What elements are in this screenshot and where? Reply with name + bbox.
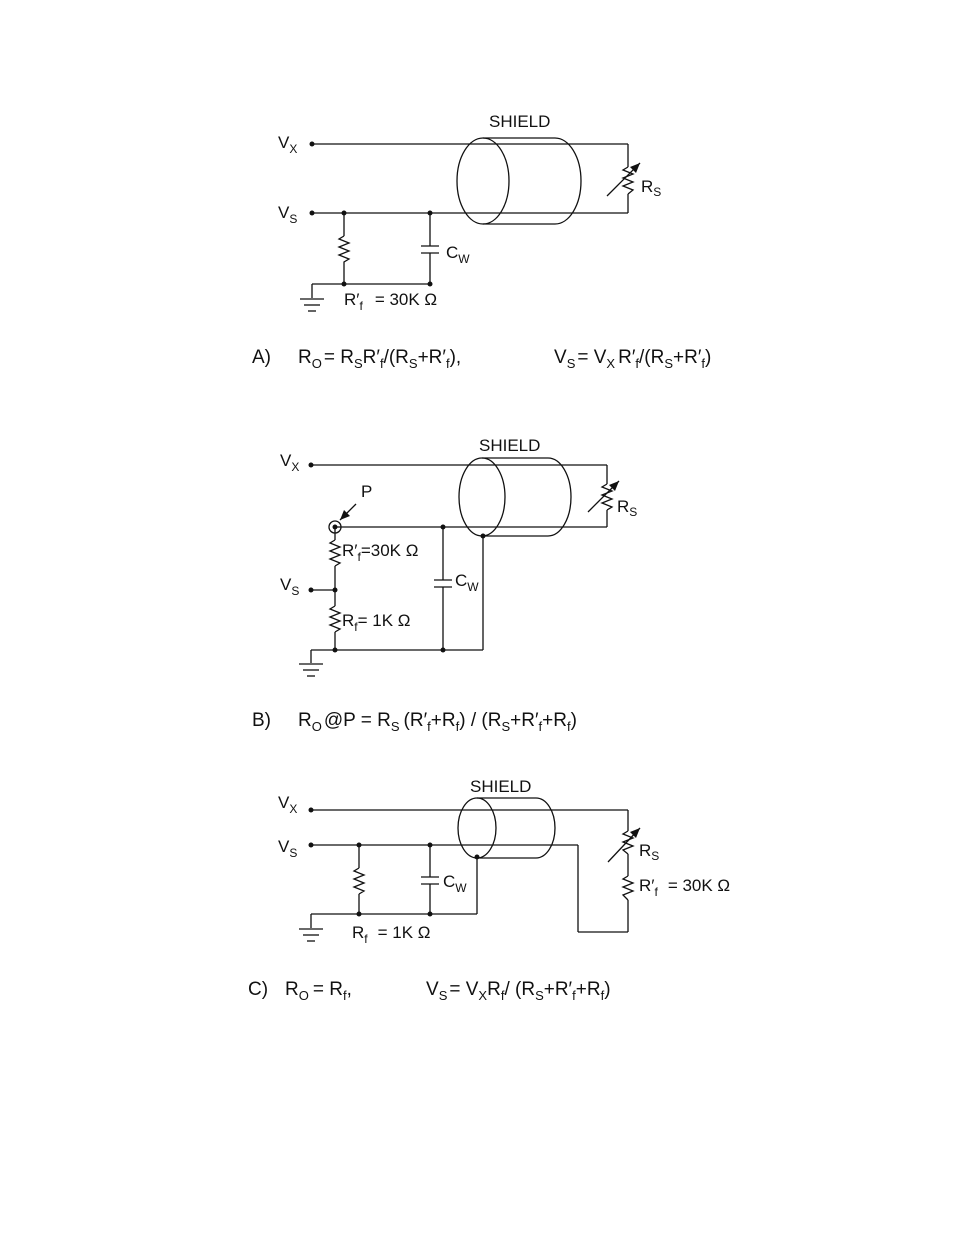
junction-dot [333, 588, 338, 593]
shield-cylinder [457, 138, 581, 224]
junction-dot [428, 211, 433, 216]
shield-drain-dot [475, 855, 480, 860]
diagram-c [248, 777, 730, 1003]
diagram-b [252, 436, 637, 734]
junction-dot [357, 912, 362, 917]
rf-label: $R_f = 1K$ Ω [352, 923, 431, 946]
rf-resistor [354, 868, 364, 894]
rf-prime-label: $R'_f = 30K$ Ω [344, 290, 438, 313]
rf-prime-resistor [623, 876, 633, 900]
rs-label: $R_S$ [617, 497, 638, 519]
vs-terminal [310, 211, 315, 216]
diagram-a-wires [312, 144, 628, 298]
equation-a-label: A) [252, 347, 271, 368]
junction-dot [342, 211, 347, 216]
vs-label: $V_S$ [278, 837, 298, 860]
vx-label: $V_X$ [280, 451, 300, 474]
rf-prime-label: $R'_f = 30K$ Ω [639, 876, 731, 899]
shield-label: SHIELD [479, 436, 541, 455]
cw-capacitor [421, 877, 439, 884]
equation-c-vs: $V_S = V_XR_f/$ $(R_S+R'_f+R_f)$ [426, 979, 611, 1003]
rf-prime-resistor [339, 236, 349, 264]
rs-label: $R_S$ [641, 177, 662, 199]
shield-label: SHIELD [489, 112, 551, 131]
equation-c-label: C) [248, 979, 269, 1000]
junction-dot [333, 648, 338, 653]
junction-dot [428, 282, 433, 287]
vx-terminal [309, 463, 314, 468]
ground-symbol [300, 299, 324, 311]
ground-symbol [299, 664, 323, 676]
equation-b-label: B) [252, 710, 271, 731]
shield-cylinder [459, 458, 571, 536]
rf-resistor [330, 606, 340, 632]
equation-c-ro: $R_O = R_f$, [285, 979, 352, 1003]
junction-dot [441, 525, 446, 530]
cw-capacitor [434, 580, 452, 587]
equation-a-ro: $R_O = R_SR'_f/(R_S+R'_f)$, [298, 347, 462, 371]
point-p-arrow [340, 504, 356, 520]
equation-b-ro: $R_O$ @P = $R_S$ $(R'_f+R_f) / (R_S+R'_f+R_f)$ [298, 710, 577, 734]
cw-capacitor [421, 246, 439, 253]
vx-label: $V_X$ [278, 133, 298, 156]
vx-terminal [309, 808, 314, 813]
rs-adjust-arrow [607, 163, 640, 196]
equation-a-vs: $V_S = V_X$ $R'_f/(R_S+R'_f)$ [554, 347, 712, 371]
ground-symbol [299, 929, 323, 941]
vx-label: $V_X$ [278, 793, 298, 816]
vs-label: $V_S$ [278, 203, 298, 226]
rf-prime-label: $R'_f=30K$ Ω [342, 541, 419, 564]
vs-terminal [309, 843, 314, 848]
cw-label: $C_W$ [446, 243, 470, 266]
point-p-label: P [361, 482, 373, 501]
rf-prime-resistor [330, 540, 340, 566]
junction-dot [441, 648, 446, 653]
cw-label: $C_W$ [455, 571, 479, 594]
vs-label: $V_S$ [280, 575, 300, 598]
shield-cylinder [458, 798, 555, 858]
junction-dot [428, 843, 433, 848]
shield-label: SHIELD [470, 777, 532, 796]
junction-dot [342, 282, 347, 287]
cw-label: $C_W$ [443, 872, 467, 895]
junction-dot [357, 843, 362, 848]
diagram-a [252, 112, 711, 371]
vx-terminal [310, 142, 315, 147]
rs-variable-resistor [623, 831, 633, 854]
junction-dot [428, 912, 433, 917]
rf-label: $R_f= 1K$ Ω [342, 611, 411, 634]
rs-label: $R_S$ [639, 841, 660, 863]
vs-terminal [309, 588, 314, 593]
